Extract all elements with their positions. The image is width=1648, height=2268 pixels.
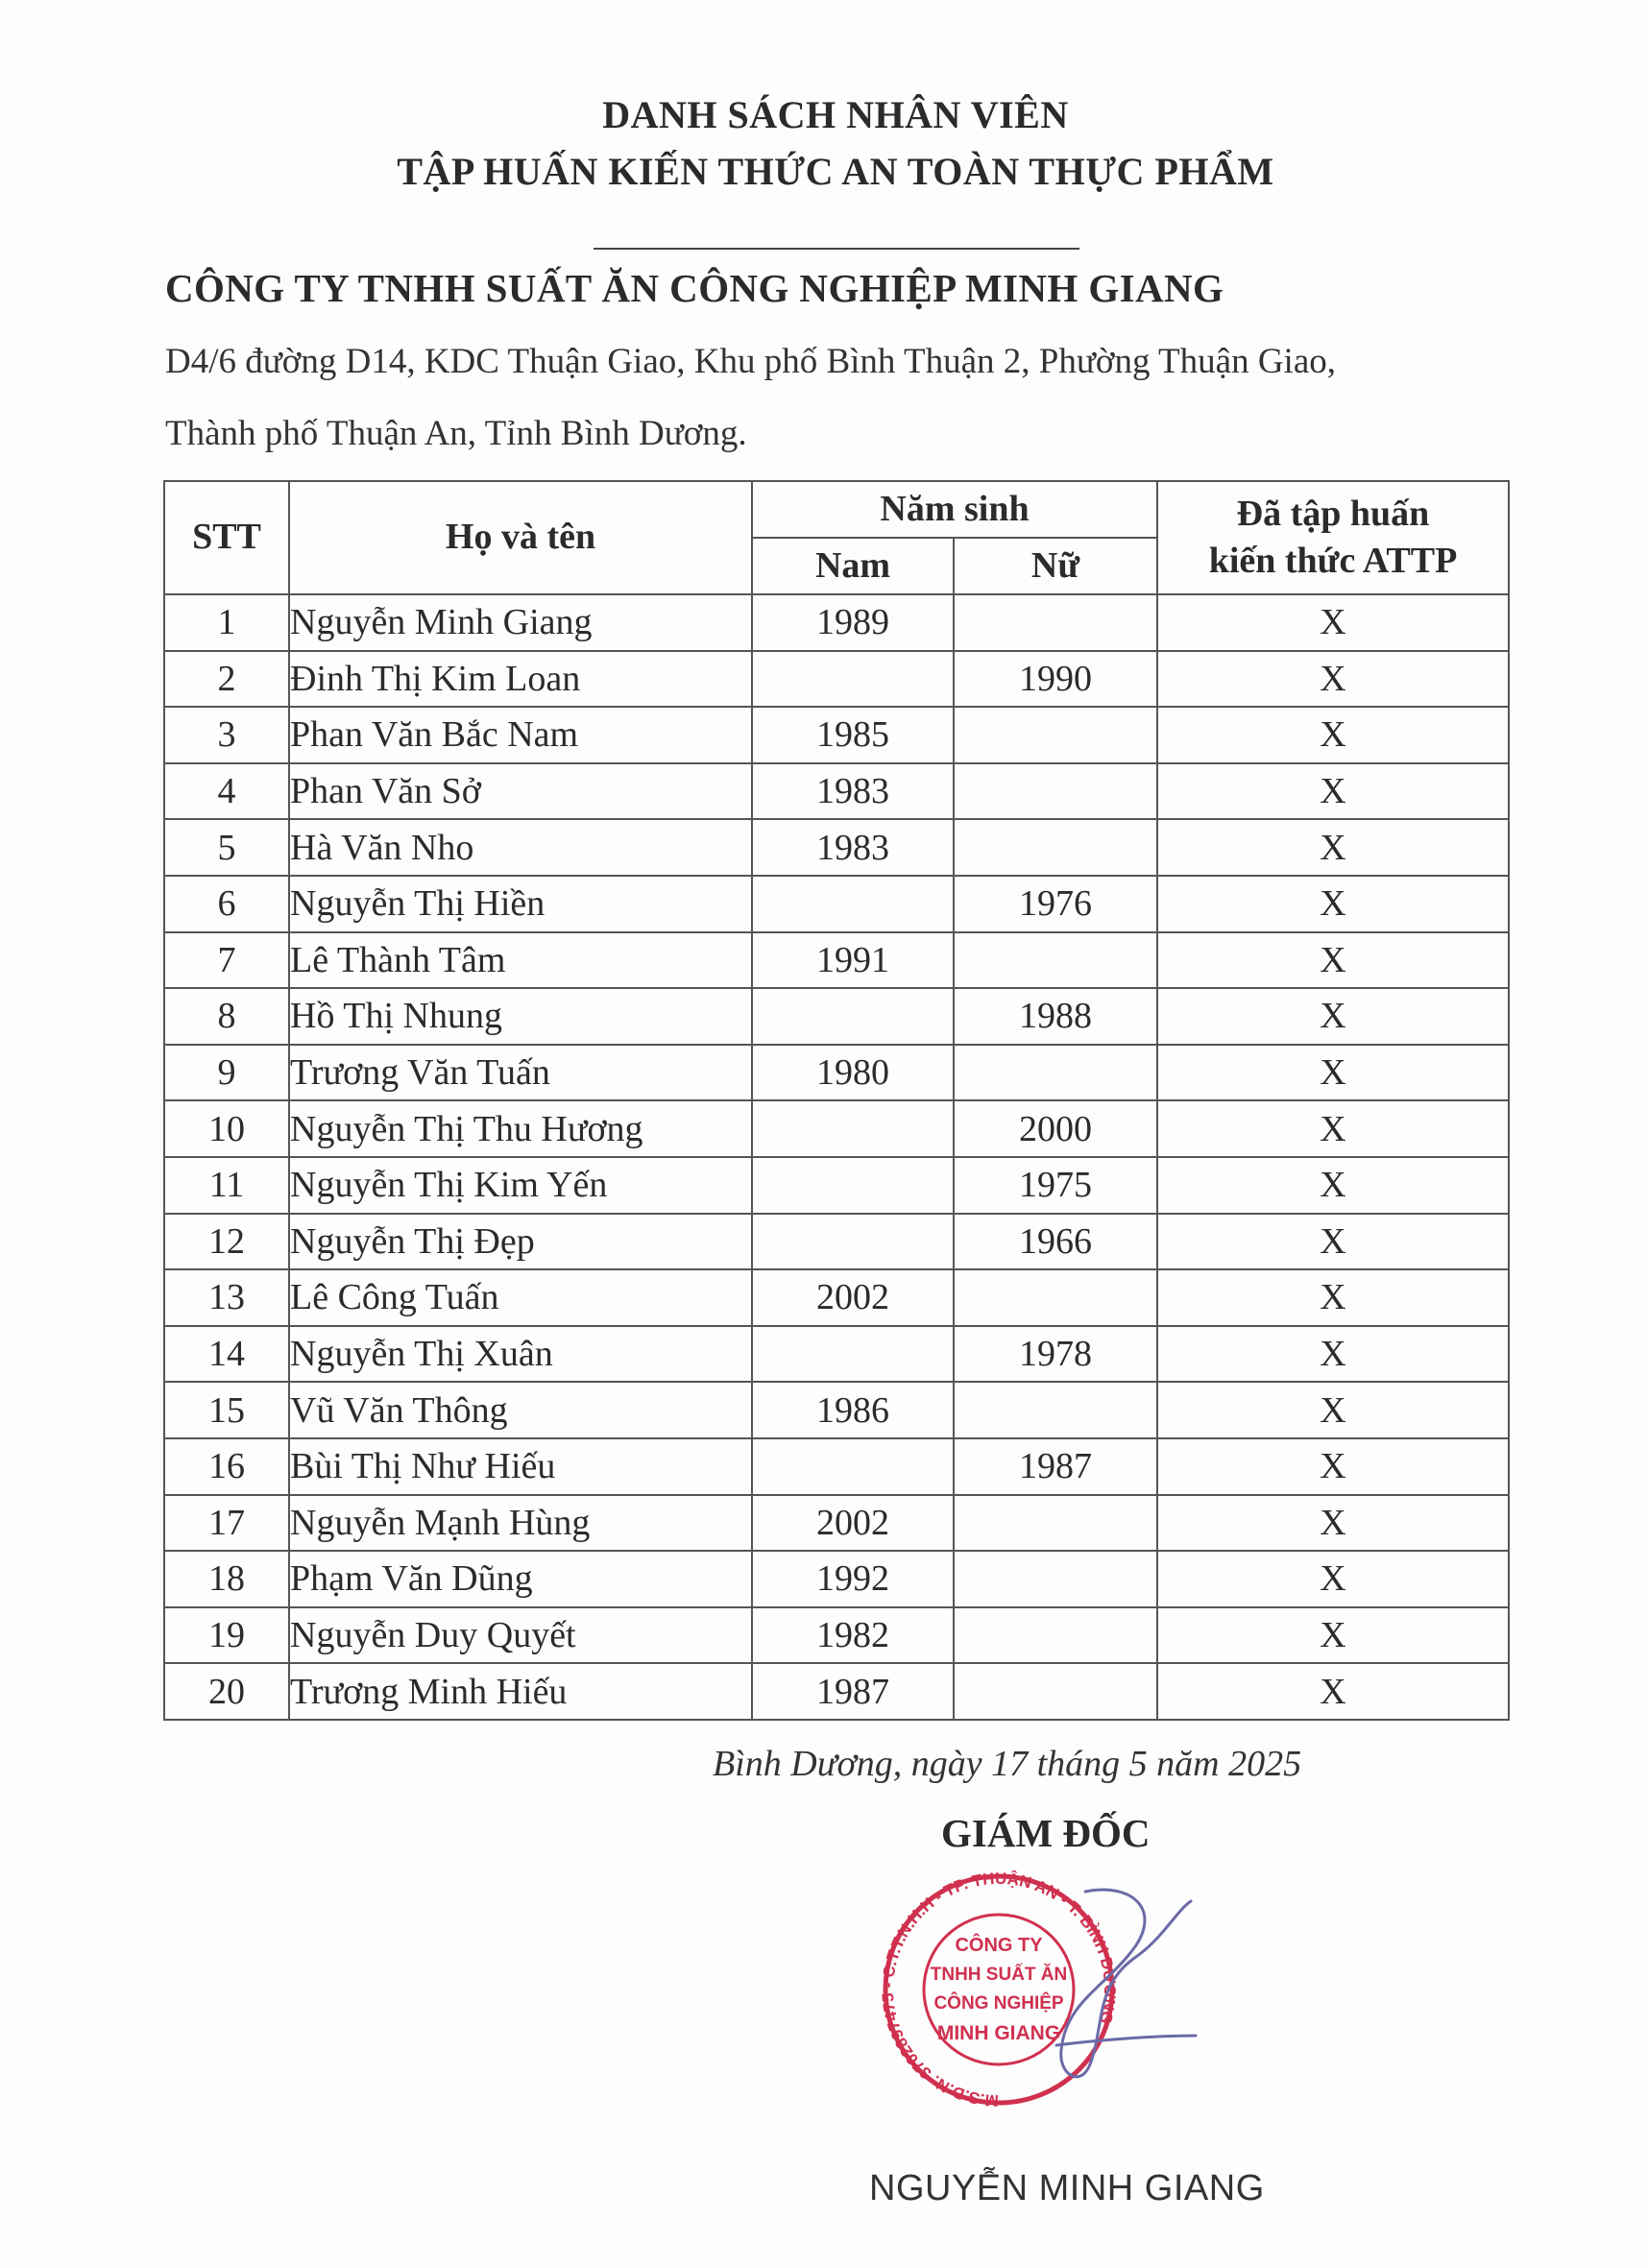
cell-trained: X (1157, 1551, 1509, 1607)
cell-trained: X (1157, 707, 1509, 763)
table-row (164, 1607, 1509, 1664)
header-trained (1157, 481, 1509, 594)
cell-male-year: 1987 (752, 1663, 954, 1720)
cell-name: Nguyễn Thị Xuân (289, 1326, 752, 1383)
cell-male-year (752, 988, 954, 1045)
company-name: CÔNG TY TNHH SUẤT ĂN CÔNG NGHIỆP MINH GIANG (165, 266, 1224, 310)
table-row (164, 988, 1509, 1045)
cell-female-year (954, 707, 1157, 763)
cell-male-year: 1985 (752, 707, 954, 763)
cell-name: Bùi Thị Như Hiếu (289, 1438, 752, 1495)
table-row (164, 1326, 1509, 1383)
cell-stt: 15 (164, 1382, 289, 1438)
cell-trained: X (1157, 819, 1509, 876)
cell-stt: 3 (164, 707, 289, 763)
cell-female-year (954, 1551, 1157, 1607)
header-female: Nữ (954, 538, 1157, 594)
cell-male-year: 2002 (752, 1495, 954, 1552)
cell-stt: 13 (164, 1269, 289, 1326)
cell-female-year (954, 1269, 1157, 1326)
cell-male-year: 1989 (752, 594, 954, 651)
cell-trained: X (1157, 1269, 1509, 1326)
cell-female-year (954, 1045, 1157, 1101)
table-row (164, 1495, 1509, 1552)
cell-female-year (954, 819, 1157, 876)
cell-male-year: 1991 (752, 932, 954, 989)
table-row (164, 1100, 1509, 1157)
table-row (164, 876, 1509, 932)
seal-text-line4: MINH GIANG (936, 2022, 1061, 2044)
cell-stt: 16 (164, 1438, 289, 1495)
cell-trained: X (1157, 594, 1509, 651)
cell-female-year (954, 932, 1157, 989)
cell-male-year (752, 1100, 954, 1157)
title-divider (594, 248, 1079, 250)
cell-name: Hồ Thị Nhung (289, 988, 752, 1045)
table-row (164, 1438, 1509, 1495)
cell-name: Nguyễn Thị Đẹp (289, 1214, 752, 1270)
seal-text-line1: CÔNG TY (955, 1935, 1043, 1956)
cell-female-year (954, 1607, 1157, 1664)
cell-female-year: 1988 (954, 988, 1157, 1045)
cell-female-year: 1987 (954, 1438, 1157, 1495)
cell-stt: 5 (164, 819, 289, 876)
table-row (164, 1157, 1509, 1214)
document-title-line2: TẬP HUẤN KIẾN THỨC AN TOÀN THỰC PHẨM (397, 150, 1274, 193)
cell-name: Trương Minh Hiếu (289, 1663, 752, 1720)
cell-stt: 7 (164, 932, 289, 989)
cell-stt: 10 (164, 1100, 289, 1157)
cell-stt: 11 (164, 1157, 289, 1214)
cell-female-year: 1990 (954, 651, 1157, 708)
cell-male-year: 1986 (752, 1382, 954, 1438)
table-row (164, 1269, 1509, 1326)
cell-stt: 2 (164, 651, 289, 708)
cell-male-year (752, 1438, 954, 1495)
cell-name: Trương Văn Tuấn (289, 1045, 752, 1101)
cell-name: Nguyễn Thị Kim Yến (289, 1157, 752, 1214)
cell-stt: 12 (164, 1214, 289, 1270)
signer-name: NGUYỄN MINH GIANG (869, 2168, 1265, 2208)
cell-male-year: 1983 (752, 819, 954, 876)
cell-male-year (752, 651, 954, 708)
cell-name: Hà Văn Nho (289, 819, 752, 876)
cell-name: Phan Văn Sở (289, 763, 752, 820)
cell-name: Phạm Văn Dũng (289, 1551, 752, 1607)
cell-female-year: 1978 (954, 1326, 1157, 1383)
seal-text-line2: TNHH SUẤT ĂN (930, 1965, 1068, 1985)
header-birth-year: Năm sinh (752, 481, 1157, 538)
cell-stt: 14 (164, 1326, 289, 1383)
cell-male-year (752, 876, 954, 932)
table-row (164, 1045, 1509, 1101)
table-row (164, 1382, 1509, 1438)
table-row (164, 707, 1509, 763)
table-row (164, 819, 1509, 876)
header-male: Nam (752, 538, 954, 594)
cell-female-year (954, 594, 1157, 651)
header-trained-line2: kiến thức ATTP (1208, 541, 1458, 581)
table-row (164, 1551, 1509, 1607)
cell-stt: 8 (164, 988, 289, 1045)
cell-name: Vũ Văn Thông (289, 1382, 752, 1438)
cell-female-year (954, 1495, 1157, 1552)
seal-ring-text: M.S.D.N: 3702897475 - C.T.T.N.H.H - TP. THUẬN AN - T. BÌNH DƯƠNG (879, 1869, 1120, 2111)
cell-name: Nguyễn Duy Quyết (289, 1607, 752, 1664)
cell-female-year (954, 1663, 1157, 1720)
header-trained-line1: Đã tập huấn (1236, 493, 1430, 534)
cell-stt: 1 (164, 594, 289, 651)
cell-name: Nguyễn Minh Giang (289, 594, 752, 651)
cell-stt: 18 (164, 1551, 289, 1607)
cell-trained: X (1157, 1438, 1509, 1495)
cell-stt: 9 (164, 1045, 289, 1101)
cell-trained: X (1157, 651, 1509, 708)
cell-trained: X (1157, 988, 1509, 1045)
cell-name: Đinh Thị Kim Loan (289, 651, 752, 708)
cell-stt: 4 (164, 763, 289, 820)
cell-trained: X (1157, 1157, 1509, 1214)
cell-male-year: 1983 (752, 763, 954, 820)
company-address-line2: Thành phố Thuận An, Tỉnh Bình Dương. (165, 414, 747, 453)
cell-name: Lê Thành Tâm (289, 932, 752, 989)
cell-trained: X (1157, 1326, 1509, 1383)
table-row (164, 1214, 1509, 1270)
cell-stt: 6 (164, 876, 289, 932)
cell-female-year: 2000 (954, 1100, 1157, 1157)
cell-trained: X (1157, 1214, 1509, 1270)
cell-trained: X (1157, 876, 1509, 932)
cell-male-year: 1992 (752, 1551, 954, 1607)
cell-stt: 17 (164, 1495, 289, 1552)
company-address-line1: D4/6 đường D14, KDC Thuận Giao, Khu phố Bình Thuận 2, Phường Thuận Giao, (165, 342, 1336, 381)
cell-trained: X (1157, 1495, 1509, 1552)
cell-male-year: 1982 (752, 1607, 954, 1664)
place-date: Bình Dương, ngày 17 tháng 5 năm 2025 (713, 1744, 1302, 1784)
cell-male-year (752, 1326, 954, 1383)
seal-text-line3: CÔNG NGHIỆP (933, 1993, 1064, 2014)
cell-female-year: 1975 (954, 1157, 1157, 1214)
cell-name: Lê Công Tuấn (289, 1269, 752, 1326)
cell-name: Nguyễn Thị Thu Hương (289, 1100, 752, 1157)
cell-male-year (752, 1214, 954, 1270)
employee-table (163, 480, 1510, 1721)
cell-trained: X (1157, 1045, 1509, 1101)
cell-stt: 20 (164, 1663, 289, 1720)
document-title-line1: DANH SÁCH NHÂN VIÊN (602, 93, 1069, 136)
employee-table-body (164, 594, 1509, 1720)
table-row (164, 651, 1509, 708)
table-row (164, 1663, 1509, 1720)
cell-trained: X (1157, 1382, 1509, 1438)
cell-name: Phan Văn Bắc Nam (289, 707, 752, 763)
header-name: Họ và tên (289, 481, 752, 594)
cell-trained: X (1157, 1663, 1509, 1720)
table-row (164, 763, 1509, 820)
company-seal-with-signature (845, 1844, 1200, 2141)
signer-role: GIÁM ĐỐC (941, 1811, 1151, 1855)
cell-stt: 19 (164, 1607, 289, 1664)
cell-trained: X (1157, 1607, 1509, 1664)
cell-female-year: 1966 (954, 1214, 1157, 1270)
cell-male-year: 1980 (752, 1045, 954, 1101)
cell-trained: X (1157, 1100, 1509, 1157)
table-row (164, 932, 1509, 989)
table-row (164, 594, 1509, 651)
cell-name: Nguyễn Thị Hiền (289, 876, 752, 932)
cell-female-year (954, 763, 1157, 820)
cell-female-year (954, 1382, 1157, 1438)
cell-male-year: 2002 (752, 1269, 954, 1326)
header-stt: STT (164, 481, 289, 594)
cell-male-year (752, 1157, 954, 1214)
cell-female-year: 1976 (954, 876, 1157, 932)
cell-name: Nguyễn Mạnh Hùng (289, 1495, 752, 1552)
cell-trained: X (1157, 932, 1509, 989)
cell-trained: X (1157, 763, 1509, 820)
